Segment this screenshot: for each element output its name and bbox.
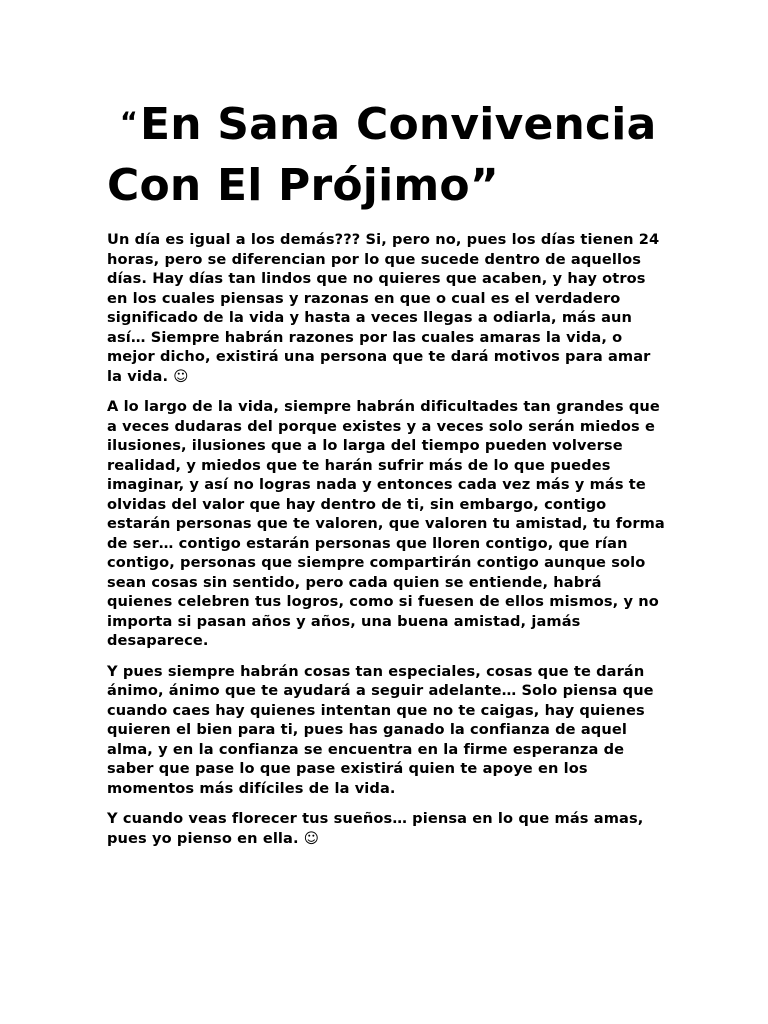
document-page [107, 92, 667, 859]
title-text: En Sana Convivencia Con El Prójimo” [107, 99, 657, 211]
paragraph-3: Y pues siempre habrán cosas tan especiales, cosas que te darán ánimo, ánimo que te ayudará a seguir adelante… Solo piensa que cuando caes hay quienes intentan que no te caigas, hay quienes quieren el bien para ti, pues has ganado la confianza de aquel alma, y en la confianza se encuentra en la firme esperanza de saber que pase lo que pase existirá quien te apoye en los momentos más difíciles de la vida. [107, 662, 654, 797]
document-title [107, 92, 667, 216]
paragraph-4: Y cuando veas florecer tus sueños… piensa en lo que más amas, pues yo pienso en ella. ☺ [107, 810, 644, 847]
paragraph-1: Un día es igual a los demás??? Si, pero no, pues los días tienen 24 horas, pero se diferencian por lo que sucede dentro de aquellos días. Hay días tan lindos que no quieres que acaben, y hay otros en los cuales piensas y razonas en que o cual es el verdadero significado de la vida y hasta a veces llegas a odiarla, más aun así… Siempre habrán razones por las cuales amaras la vida, o mejor dicho, existirá una persona que te dará motivos para amar la vida. ☺ [107, 231, 660, 385]
title-open-quote: “ [120, 107, 138, 138]
paragraph-2: A lo largo de la vida, siempre habrán dificultades tan grandes que a veces dudaras del porque existes y a veces solo serán miedos e ilusiones, ilusiones que a lo larga del tiempo pueden volverse realidad, y miedos que te harán sufrir más de lo que puedes imaginar, y así no logras nada y entonces cada vez más y más te olvidas del valor que hay dentro de ti, sin embargo, contigo estarán personas que te valoren, que valoren tu amistad, tu forma de ser… contigo estarán personas que lloren contigo, que rían contigo, personas que siempre compartirán contigo aunque solo sean cosas sin sentido, pero cada quien se entiende, habrá quienes celebren tus logros, como si fuesen de ellos mismos, y no importa si pasan años y años, una buena amistad, jamás desaparece. [107, 398, 665, 649]
